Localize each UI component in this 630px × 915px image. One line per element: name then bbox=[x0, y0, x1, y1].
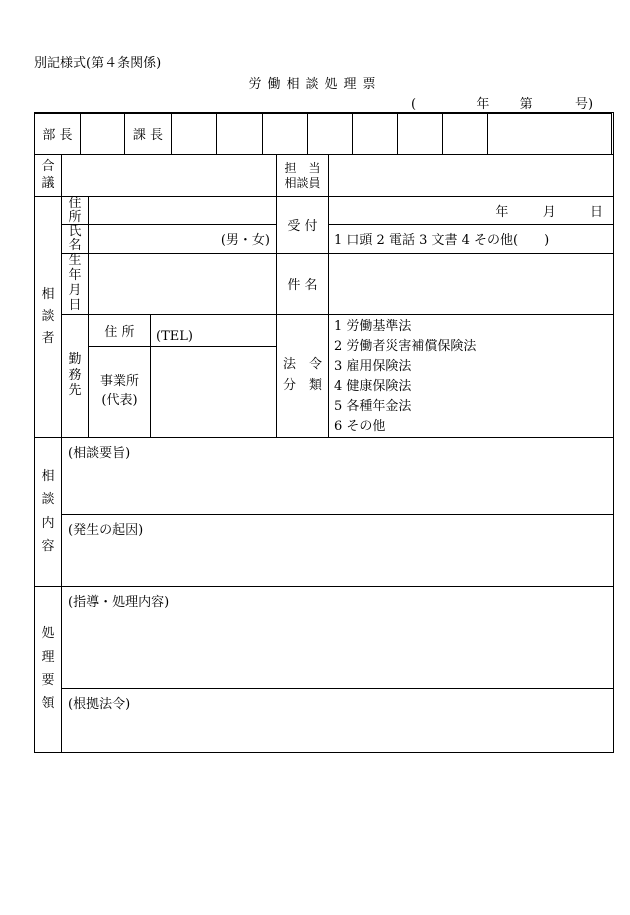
bucho-stamp[interactable] bbox=[81, 113, 125, 154]
form-appendix-label: 別記様式(第４条関係) bbox=[34, 56, 162, 71]
law-item[interactable]: 5 各種年金法 bbox=[334, 398, 412, 414]
cause-field[interactable] bbox=[62, 514, 614, 586]
number-open: ( bbox=[411, 97, 417, 112]
number-year: 年 bbox=[476, 97, 490, 112]
reception-methods[interactable]: 1 口頭 2 電話 3 文書 4 その他( ) bbox=[329, 225, 614, 253]
name-label: 氏 名 bbox=[68, 224, 82, 253]
law-item[interactable]: 1 労働基準法 bbox=[334, 318, 412, 334]
kacho-label: 課 長 bbox=[125, 113, 172, 154]
office-field[interactable] bbox=[151, 346, 277, 437]
workplace-label: 勤 務 先 bbox=[68, 352, 82, 399]
guidance-field[interactable] bbox=[62, 586, 614, 688]
birthdate-field[interactable] bbox=[89, 253, 277, 314]
approval-stamp-4[interactable] bbox=[308, 113, 353, 154]
form-number bbox=[411, 93, 593, 112]
reception-month: 月 bbox=[542, 205, 556, 221]
approval-stamp-6[interactable] bbox=[398, 113, 443, 154]
subject-label: 件 名 bbox=[277, 253, 329, 314]
basis-field[interactable] bbox=[62, 688, 614, 752]
tel-label: (TEL) bbox=[156, 328, 193, 344]
basis-label: (根拠法令) bbox=[68, 696, 131, 712]
law-classification-list bbox=[329, 314, 614, 437]
form-title: 労働相談処理票 bbox=[248, 77, 382, 92]
tanto-label: 担 当 相談員 bbox=[284, 160, 321, 190]
approval-row bbox=[35, 113, 614, 155]
consultation-row bbox=[35, 155, 614, 197]
law-classification-label: 法 令 分 類 bbox=[282, 356, 322, 393]
approval-stamp-1[interactable] bbox=[172, 113, 217, 154]
consultation-form-table bbox=[34, 112, 614, 753]
cause-label: (発生の起因) bbox=[68, 522, 144, 538]
approval-stamp-2[interactable] bbox=[217, 113, 263, 154]
handling-label: 処 理 要 領 bbox=[41, 626, 55, 712]
address-label: 住 所 bbox=[68, 196, 82, 225]
reception-year: 年 bbox=[495, 205, 509, 221]
tanto-field[interactable] bbox=[329, 155, 614, 197]
name-field[interactable] bbox=[89, 225, 277, 253]
reception-date[interactable] bbox=[329, 197, 614, 225]
law-item[interactable]: 4 健康保険法 bbox=[334, 378, 412, 394]
guidance-label: (指導・処理内容) bbox=[68, 594, 170, 610]
aigi-field[interactable] bbox=[62, 155, 277, 197]
reception-day: 日 bbox=[589, 205, 603, 221]
workplace-address-field[interactable] bbox=[151, 314, 277, 346]
subject-field[interactable] bbox=[329, 253, 614, 314]
bucho-label: 部 長 bbox=[35, 113, 81, 154]
office-label: 事業所 (代表) bbox=[99, 374, 139, 408]
workplace-address-label: 住 所 bbox=[89, 314, 151, 346]
content-label: 相 談 内 容 bbox=[41, 468, 55, 554]
aigi-label: 合 議 bbox=[41, 159, 55, 191]
number-go: 号) bbox=[574, 97, 594, 112]
reception-label: 受 付 bbox=[277, 197, 329, 254]
law-item[interactable]: 3 雇用保険法 bbox=[334, 358, 412, 374]
approval-stamp-3[interactable] bbox=[263, 113, 308, 154]
birthdate-label: 生 年 月 日 bbox=[68, 252, 82, 313]
summary-label: (相談要旨) bbox=[68, 445, 131, 461]
number-dai: 第 bbox=[519, 97, 533, 112]
approval-stamp-8[interactable] bbox=[488, 113, 612, 154]
address-field[interactable] bbox=[89, 197, 277, 225]
law-item[interactable]: 6 その他 bbox=[334, 418, 386, 434]
approval-stamp-7[interactable] bbox=[443, 113, 488, 154]
gender-choice: (男・女) bbox=[220, 233, 270, 249]
summary-field[interactable] bbox=[62, 437, 614, 514]
approval-stamp-5[interactable] bbox=[353, 113, 398, 154]
law-item[interactable]: 2 労働者災害補償保険法 bbox=[334, 338, 477, 354]
consultant-label: 相 談 者 bbox=[41, 286, 55, 346]
